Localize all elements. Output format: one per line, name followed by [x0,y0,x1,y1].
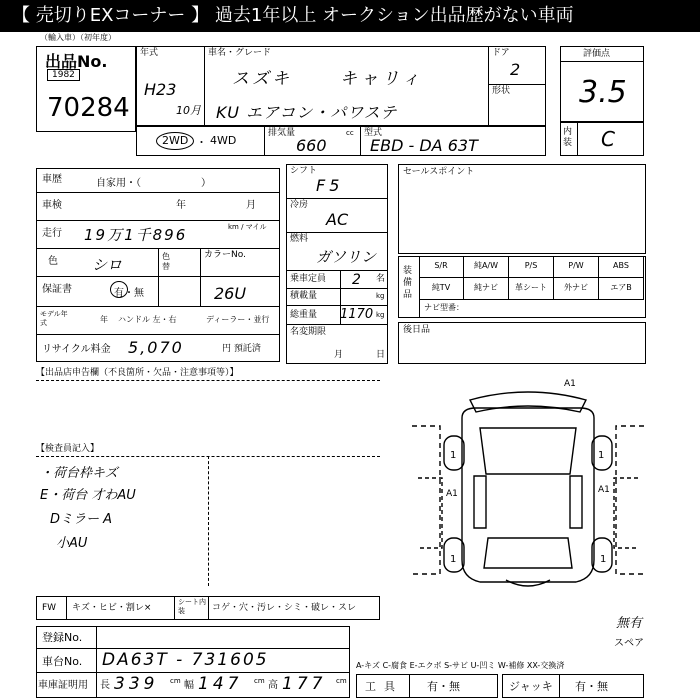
post-item-box [398,322,646,364]
lot-number: 70284 [47,93,130,123]
color-label: 色 [48,256,58,267]
year-era: H23 [144,80,177,99]
length-unit: cm [170,677,181,685]
diagram-code-1: A1 [564,379,576,389]
car-model: キャリィ [340,69,424,89]
spare-label: スペア [614,638,644,649]
capacity-unit: 名 [376,274,386,284]
interior-label: 内装 [563,127,573,148]
height-label: 高 [268,680,278,691]
fw-items: キズ・ヒビ・割レ× [72,603,152,613]
equipment-item: 革シート [509,278,554,300]
height-value: 177 [282,674,327,694]
equipment-item: S/R [419,256,464,278]
interior-box [560,122,644,156]
cert-label: 車庫証明用 [38,680,88,691]
damage-legend: A-キズ C-腐食 E-エクボ S-サビ U-凹ミ W-補修 XX-交換済 [356,661,565,670]
shaken-year: 年 [176,200,186,211]
warranty-value: 有・無 [114,288,144,299]
reg-day: 日 [376,350,386,360]
chassis-value: DA63T - 731605 [102,650,269,670]
diagram-code-5: 1 [598,450,605,461]
weight-value: 1170 [340,307,374,322]
seat-items: コゲ・穴・汚レ・シミ・破レ・スレ [212,603,357,613]
jack-value: 有・無 [575,680,608,693]
equipment-item: 純TV [419,278,464,300]
equipment-item: エアB [599,278,644,300]
note-3: Dミラー A [50,512,113,527]
fw-label: FW [42,603,57,613]
diagram-code-4: 1 [450,450,457,461]
interior-value: C [601,127,615,151]
spare-value: 無有 [616,616,643,631]
tools-label: 工具 [365,680,403,693]
load-unit: kg [376,292,385,300]
equipment-item: P/S [509,256,554,278]
equipment-label: 装備品 [403,266,413,300]
mileage-value: 19万1千896 [84,226,188,244]
km-unit: km / マイル [228,223,267,231]
model-year-label: モデル年式 [40,310,68,327]
length-label: 長 [100,680,110,691]
model-code-label: 型式 [364,128,383,138]
ac-value: AC [326,210,349,229]
diagram-code-6: 1 [450,554,457,565]
diagram-code-7: 1 [600,554,607,565]
equipment-item: ABS [599,256,644,278]
dealer-label: ディーラー・並行 [206,315,270,324]
shaken-month: 月 [246,200,256,211]
lot-number-box [36,46,136,132]
front-bumper-shape [470,392,586,412]
reg-no-label: 登録No. [42,631,83,644]
model-code: EBD - DA 63T [370,136,478,155]
width-unit: cm [254,677,265,685]
score-box [560,46,644,122]
color-no-label: カラーNo. [204,250,246,260]
width-value: 147 [198,674,243,694]
note-2: E・荷台 才わAU [40,488,136,503]
capacity-value: 2 [352,272,361,288]
ac-label: 冷房 [290,200,309,210]
fuel-value: ガソリン [316,248,377,266]
doors-label: ドア [492,48,510,58]
score-label: 評価点 [583,49,611,59]
jack-label: ジャッキ [509,680,553,693]
warranty-circle [110,281,128,298]
load-label: 積載量 [290,291,318,301]
color-value: シロ [92,256,123,274]
reg-expire-label: 名変期限 [290,327,327,337]
right-side-panel [616,426,644,574]
shift-value: F5 [316,176,344,195]
car-name-label: 車名・グレード [208,48,272,58]
shaken-label: 車検 [42,200,62,211]
windshield [480,428,576,474]
equipment-item: 純A/W [464,256,509,278]
rear-window [484,538,572,568]
mileage-label: 走行 [42,228,62,239]
inspector-label: 【検査員記入】 [36,444,100,454]
lot-no-label: 出品No. [45,52,108,71]
history-value: 自家用・（ ） [96,178,211,189]
jack-box [502,674,644,698]
store-report-label: 【出品店申告欄（不良箇所・欠品・注意事項等）】 [36,368,239,378]
year-label: 年式 [140,48,159,58]
weight-label: 総重量 [290,310,318,320]
drive-4wd: 4WD [210,134,237,147]
capacity-label: 乗車定員 [290,274,327,284]
left-side-panel [412,426,440,574]
post-item-label: 後日品 [403,325,431,335]
drive-2wd: 2WD [162,134,189,147]
reg-month: 月 [334,350,344,360]
color-no-value: 26U [214,284,247,303]
equipment-item: 外ナビ [554,278,599,300]
car-diagram [410,378,646,600]
cc-unit: cc [346,129,354,137]
note-4: 小AU [56,536,88,551]
handle-label: ハンドル 左・右 [118,315,177,324]
recycle-value: 5,070 [128,338,184,357]
recycle-unit: 円 預託済 [222,344,261,354]
shift-label: シフト [290,166,318,176]
note-1: ・荷台枠キズ [40,466,118,481]
seat-label: シート内装 [178,598,206,615]
history-label: 車歴 [42,174,62,185]
equipment-item: 純ナビ [464,278,509,300]
score-value: 3.5 [579,75,627,110]
car-maker: スズキ [232,69,292,89]
equipment-item: P/W [554,256,599,278]
warranty-label: 保証書 [42,284,72,295]
doors-value: 2 [510,60,521,79]
displacement-label: 排気量 [268,128,296,138]
chassis-label: 車台No. [42,655,83,668]
lot-no-small: 1982 [47,69,80,81]
tools-value: 有・無 [427,680,460,693]
year-month: 10月 [176,104,201,117]
car-grade: KU エアコン・パワステ [216,103,398,122]
length-value: 339 [114,674,159,694]
fuel-label: 燃料 [290,234,309,244]
origin-label: （輸入車）（初年度） [40,33,116,42]
car-body-outline [462,408,594,582]
height-unit: cm [336,677,347,685]
sales-point-box [398,164,646,254]
shape-label: 形状 [492,86,511,96]
diagram-code-3: A1 [598,485,610,495]
page-banner: 【 売切りEXコーナー 】 過去1年以上 オークション出品歴がない車両 [0,0,700,32]
weight-unit: kg [376,311,385,319]
width-label: 幅 [184,680,194,691]
model-year-unit: 年 [100,315,108,324]
tools-box [356,674,498,698]
displacement-value: 660 [296,136,327,155]
diagram-code-2: A1 [446,489,458,499]
color-change-label: 色替 [162,252,170,271]
sales-point-label: セールスポイント [403,167,475,177]
navi-label: ナビ型番： [424,303,464,312]
recycle-label: リサイクル料金 [42,344,111,355]
